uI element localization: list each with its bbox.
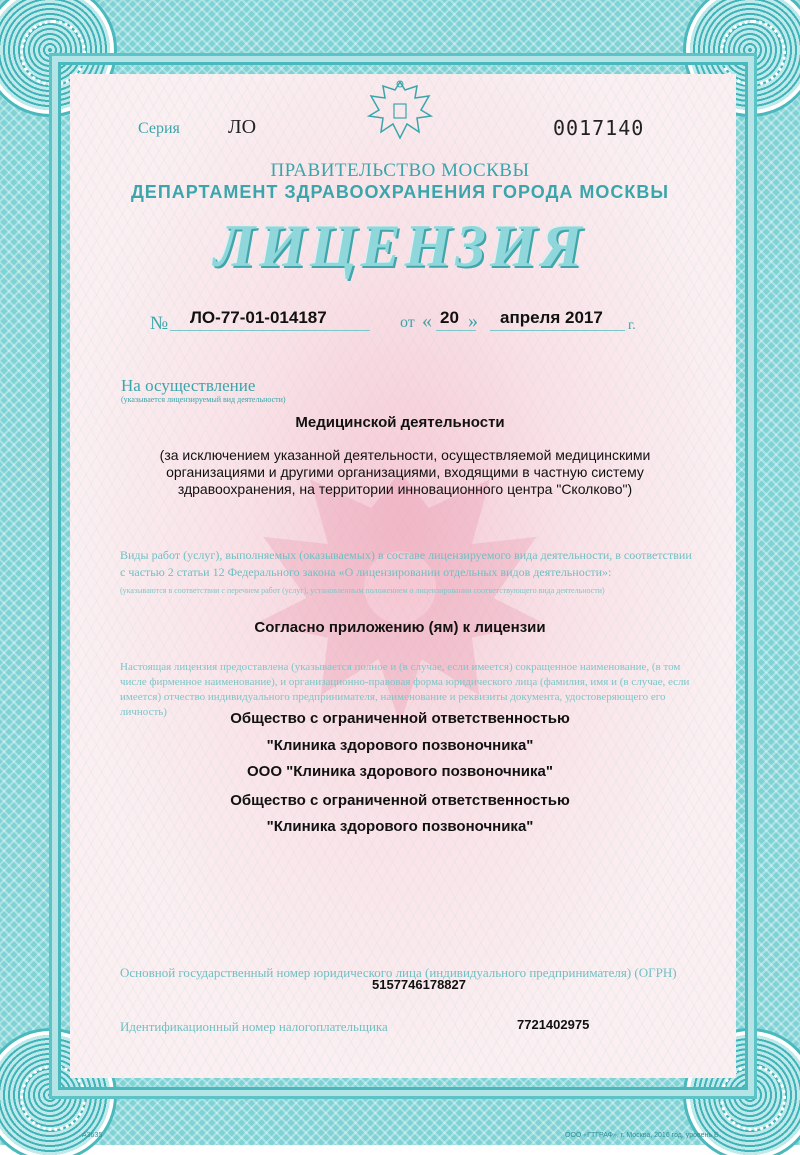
footer-code: А3635 <box>82 1132 103 1139</box>
purpose-label: На осуществление <box>121 376 256 395</box>
series-number: 0017140 <box>553 116 645 140</box>
government-heading: ПРАВИТЕЛЬСТВО МОСКВЫ <box>270 160 530 181</box>
ogrn-value: 5157746178827 <box>372 977 466 992</box>
grant-label: Настоящая лицензия предоставлена (указывается полное и (в случае, если имеется) сокращенное наименование, (в том числе фирменное наименование), и организационно-правовая форма юридического лица (фамилия, имя и (в случае, если имеется) отчество индивидуального предпринимателя, наименование и реквизиты документа, удостоверяющего его личность) <box>120 661 690 718</box>
year-suffix: г. <box>628 318 636 333</box>
license-day: 20 <box>440 308 459 327</box>
series-value: ЛО <box>228 116 257 138</box>
quote-close: » <box>468 310 478 332</box>
from-label: от <box>400 314 415 331</box>
organization-line: ООО "Клиника здорового позвоночника" <box>247 763 553 780</box>
coat-of-arms-icon <box>363 78 437 144</box>
works-hint: (указываются в соответствии с перечнем работ (услуг), установленным положением о лицензировании соответствующего вида деятельности) <box>120 586 605 595</box>
department-heading: ДЕПАРТАМЕНТ ЗДРАВООХРАНЕНИЯ ГОРОДА МОСКВЫ <box>130 182 669 202</box>
inn-label: Идентификационный номер налогоплательщика <box>120 1019 388 1034</box>
number-sign: № <box>150 313 169 334</box>
activity-name: Медицинской деятельности <box>295 414 505 431</box>
number-underline <box>170 330 370 331</box>
inn-value: 7721402975 <box>517 1017 590 1032</box>
day-underline <box>436 330 476 331</box>
works-label: Виды работ (услуг), выполняемых (оказываемых) в составе лицензируемого вида деятельности, в соответствии с частью 2 статьи 12 Федерального закона «О лицензировании отдельных видов деятельности»: <box>120 548 692 579</box>
purpose-hint: (указывается лицензируемый вид деятельности) <box>121 395 286 404</box>
organization-line: "Клиника здорового позвоночника" <box>266 737 534 754</box>
works-annex: Согласно приложению (ям) к лицензии <box>254 619 546 636</box>
license-title: ЛИЦЕНЗИЯ <box>214 213 586 279</box>
organization-line: Общество с ограниченной ответственностью <box>230 710 570 727</box>
month-underline <box>490 330 625 331</box>
ogrn-label: Основной государственный номер юридического лица (индивидуального предпринимателя) (ОГРН) <box>120 965 677 980</box>
license-number: ЛО-77-01-014187 <box>190 308 327 327</box>
activity-exclusion: (за исключением указанной деятельности, осуществляемой медицинскими организациями и другими организациями, входящими в частную систему здравоохранения, на территории инновационного центра "Сколково") <box>159 447 651 497</box>
series-label: Серия <box>138 120 180 137</box>
quote-open: « <box>422 310 432 332</box>
organization-line: Общество с ограниченной ответственностью <box>230 792 570 809</box>
license-month-year: апреля 2017 <box>500 308 603 327</box>
organization-line: "Клиника здорового позвоночника" <box>266 818 534 835</box>
footer-printer: ООО «ГТГРАФ», г. Москва, 2016 год, уровень Б <box>565 1132 719 1139</box>
